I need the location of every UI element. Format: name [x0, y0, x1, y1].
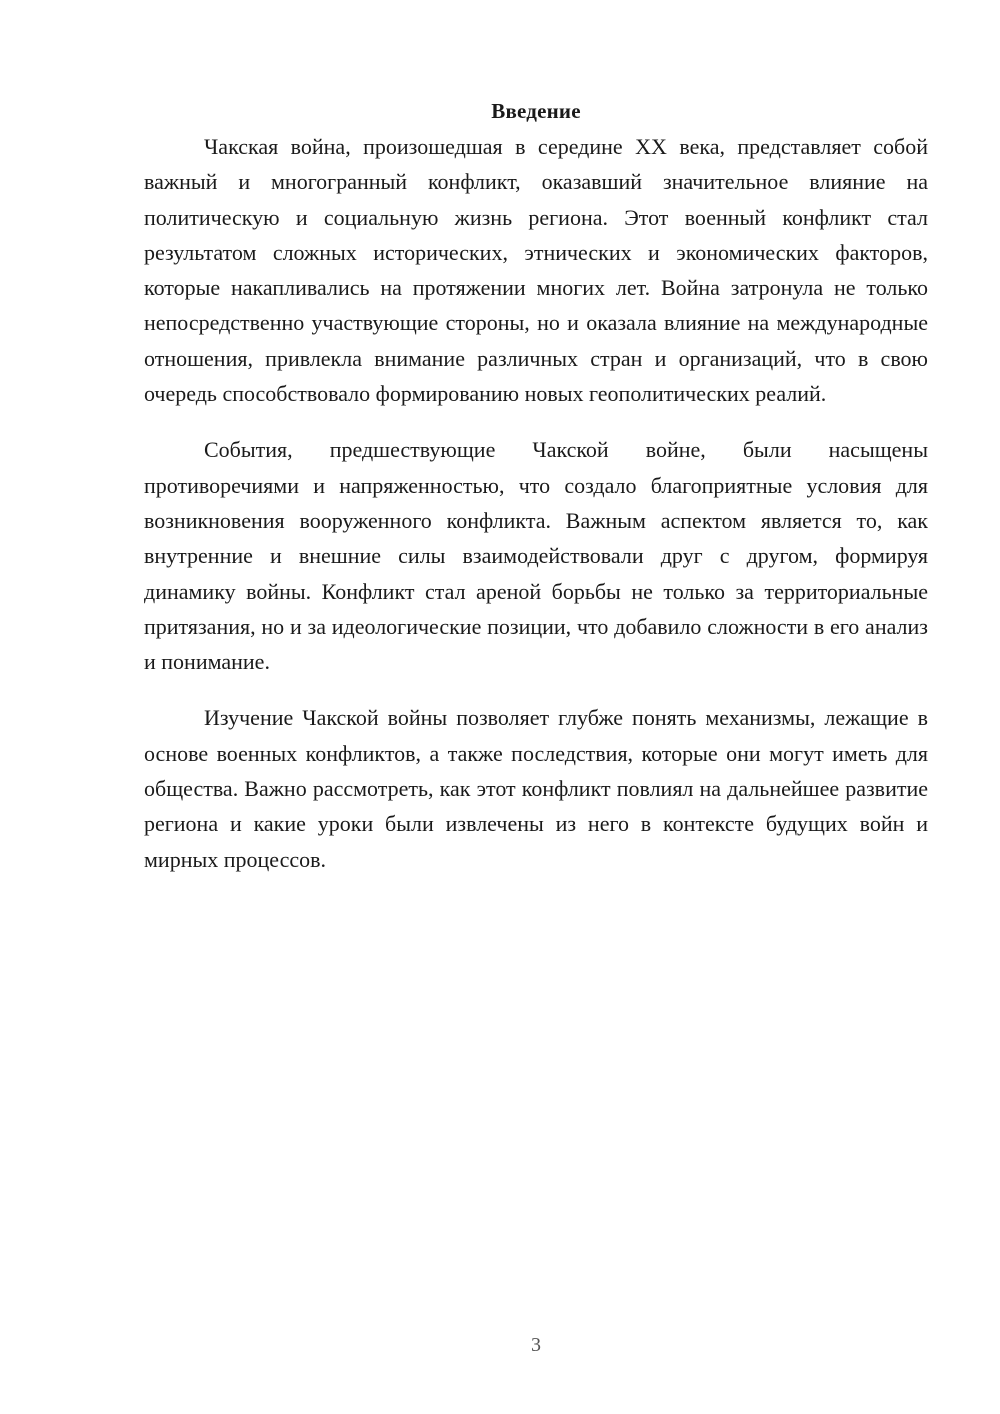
page-content: [144, 94, 928, 898]
paragraph-2: События, предшествующие Чакской войне, были насыщены противоречиями и напряженностью, что создало благоприятные условия для возникновения вооруженного конфликта. Важным аспектом является то, как внутренние и внешние силы взаимодействовали друг с другом, формируя динамику войны. Конфликт стал ареной борьбы не только за территориальные притязания, но и за идеологические позиции, что добавило сложности в его анализ и понимание.: [144, 437, 928, 675]
page-number: 3: [531, 1334, 541, 1356]
paragraph-3: Изучение Чакской войны позволяет глубже понять механизмы, лежащие в основе военных конфликтов, а также последствия, которые они могут иметь для общества. Важно рассмотреть, как этот конфликт повлиял на дальнейшее развитие региона и какие уроки были извлечены из него в контексте будущих войн и мирных процессов.: [144, 705, 928, 872]
section-title: Введение: [491, 99, 581, 123]
paragraph-1: Чакская война, произошедшая в середине XX века, представляет собой важный и многогранный конфликт, оказавший значительное влияние на политическую и социальную жизнь региона. Этот военный конфликт стал результатом сложных исторических, этнических и экономических факторов, которые накапливались на протяжении многих лет. Война затронула не только непосредственно участвующие стороны, но и оказала влияние на международные отношения, привлекла внимание различных стран и организаций, что в свою очередь способствовало формированию новых геополитических реалий.: [144, 134, 928, 407]
